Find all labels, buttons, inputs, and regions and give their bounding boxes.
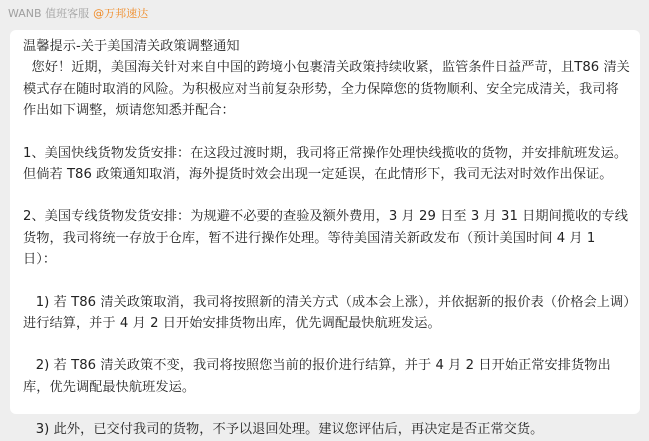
sender-name[interactable]: WANB 值班客服 xyxy=(8,7,90,20)
message-subitem-3: 3) 此外，已交付我司的货物，不予以退回处理。建议您评估后，再决定是否正常交货。 xyxy=(23,422,544,438)
message-body xyxy=(23,36,630,441)
message-item-2: 2、美国专线货物发货安排：为规避不必要的查验及额外费用，3 月 29 日至 3 月 31 日期间揽收的专线货物，我司将统一存放于仓库，暂不进行操作处理。等待美国清关新政发布（预计美国时间 4 月 1 日）： xyxy=(23,209,629,268)
message-title: 温馨提示-关于美国清关政策调整通知 xyxy=(23,39,240,54)
message-greeting: 您好！近期，美国海关针对来自中国的跨境小包裹清关政策持续收紧，监管条件日益严苛，且T86 清关模式存在随时取消的风险。为积极应对当前复杂形势，全力保障您的货物顺利、安全完成清关，我司将作出如下调整，烦请您知悉并配合： xyxy=(23,60,630,119)
mention-tag[interactable]: @万邦速达 xyxy=(93,7,149,20)
message-bubble xyxy=(10,30,640,438)
message-header xyxy=(0,0,649,26)
message-subitem-2: 2) 若 T86 清关政策不变，我司将按照您当前的报价进行结算，并于 4 月 2 日开始正常安排货物出库，优先调配最快航班发运。 xyxy=(23,358,611,395)
message-subitem-1: 1) 若 T86 清关政策取消，我司将按照新的清关方式（成本会上涨），并依据新的报价表（价格会上调）进行结算，并于 4 月 2 日开始安排货物出库，优先调配最快航班发运。 xyxy=(23,294,630,332)
message-item-1: 1、美国快线货物发货安排：在这段过渡时期，我司将正常操作处理快线揽收的货物，并安排航班发运。但倘若 T86 政策通知取消，海外提货时效会出现一定延误，在此情形下，我司无法对时效作出保证。 xyxy=(23,145,628,183)
